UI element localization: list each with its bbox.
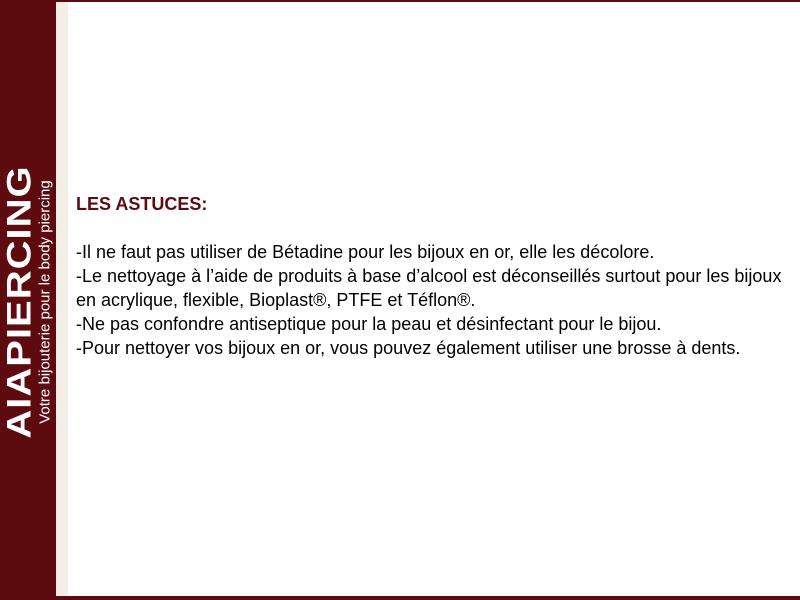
tip-item: -Le nettoyage à l’aide de produits à base d’alcool est déconseillés surtout pour les bijoux en acrylique, flexible, Bioplast®, PTFE et Téflon®. — [76, 266, 782, 310]
brand-logo-tagline: Votre bijouterie pour le body piercing — [36, 180, 54, 424]
slide-content — [76, 192, 786, 360]
bottom-rule — [56, 596, 800, 600]
tip-item: -Ne pas confondre antiseptique pour la peau et désinfectant pour le bijou. — [76, 314, 662, 334]
top-rule — [56, 0, 800, 2]
tip-item: -Pour nettoyer vos bijoux en or, vous pouvez également utiliser une brosse à dents. — [76, 338, 741, 358]
brand-logo-rotated — [0, 142, 54, 462]
section-heading: LES ASTUCES: — [76, 194, 208, 214]
sidebar-margin — [56, 0, 68, 600]
brand-logo-title: AIAPIERCING — [0, 165, 39, 439]
tip-item: -Il ne faut pas utiliser de Bétadine pour les bijoux en or, elle les décolore. — [76, 242, 655, 262]
